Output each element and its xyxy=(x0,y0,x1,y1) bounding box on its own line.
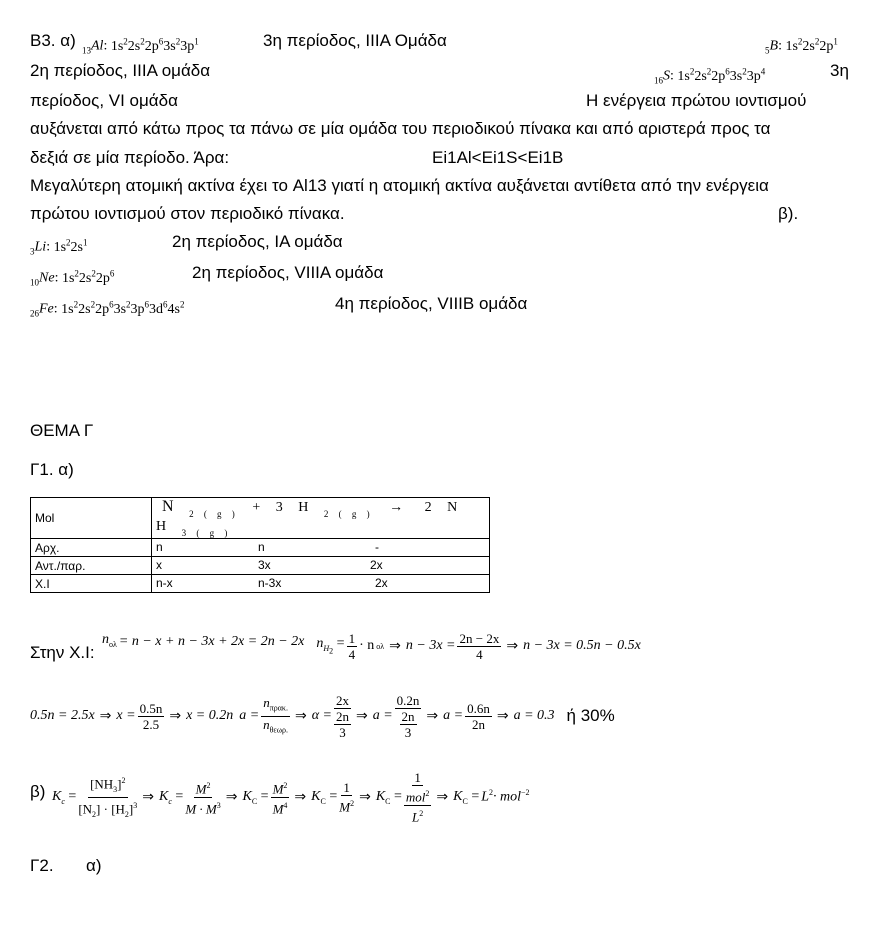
orbital-term: $4s^2$ xyxy=(167,299,185,317)
orbital-term: $1s^2$ xyxy=(785,36,803,54)
g2-label: Γ2. xyxy=(30,856,54,875)
ne-config: $_{10}$Ne: $1s^22s^22p^6$ xyxy=(30,268,115,288)
li-config: $_3$Li: $1s^22s^1$ xyxy=(30,237,88,257)
orbital-term: $2p^6$ xyxy=(95,268,115,286)
s-period-part1: 3η xyxy=(830,61,849,80)
radius-text-2: πρώτου ιοντισμού στον περιοδικό πίνακα. xyxy=(30,204,345,223)
ionization-order: Ei1Al<Ei1S<Ei1B xyxy=(432,148,564,167)
orbital-term: $1s^2$ xyxy=(677,66,695,84)
orbital-term: $2s^1$ xyxy=(70,237,88,255)
orbital-term: $1s^2$ xyxy=(61,299,79,317)
b3-label: Β3. α) xyxy=(30,31,76,50)
ionization-text-1: Η ενέργεια πρώτου ιοντισμού xyxy=(586,91,807,110)
table-row: Αντ./παρ. x 3x 2x xyxy=(31,557,490,575)
orbital-term: $2p^1$ xyxy=(819,36,838,54)
fe-period-group: 4η περίοδος, VIIIB ομάδα xyxy=(335,294,528,313)
table-header-mol: Mol xyxy=(31,498,152,539)
orbital-term: $3d^6$ xyxy=(149,299,168,317)
ionization-text-3: δεξιά σε μία περίοδο. Άρα: xyxy=(30,148,230,167)
al-config: $_{13}$Al: $1s^22s^22p^63s^23p^1$ xyxy=(82,36,199,56)
al-cfg xyxy=(110,36,199,54)
reaction-equation: N $_{2 ( g )}$ + 3 H $_{2 ( g )}$ → 2 N H $_{3 ( g )}$ xyxy=(152,498,490,539)
orbital-term: $3s^2$ xyxy=(113,299,131,317)
orbital-term: $3s^2$ xyxy=(163,36,181,54)
orbital-term: $3p^6$ xyxy=(130,299,150,317)
orbital-term: $2p^6$ xyxy=(711,66,730,84)
orbital-term: $2p^6$ xyxy=(95,299,114,317)
equation-3: $K_c$ = $\frac{[NH_3]^2}{[N_2] \cdot [H_2]^3}$ ⇒ $K_c$ = $\frac{M^2}{M \cdot M^3}$ ⇒ $K_C$ = $\frac{M^2}{M^4}$ ⇒ $K_C$ = $\frac{1}{M^2}$ ⇒ $K_C$ = $\frac{1}{\frac{mol^2}{L^2}}$ ⇒ $K_C$ = $L^2\cdot mol^{-2}$ xyxy=(52,770,530,824)
equation-2: 0.5n = 2.5x ⇒ x = $\frac{0.5n}{2.5}$ ⇒ x = 0.2n a = $\frac{n_{\pi\rho\alpha\kappa.}}{n_{\theta\varepsilon\omega\rho.}}$ ⇒ α = $\frac{2x}{\frac{2n}{3}}$ ⇒ a = $\frac{0.2n}{\frac{2n}{3}}$ ⇒ a = $\frac{0.6n}{2n}$ ⇒ a = 0.3 ή 30% xyxy=(30,692,615,740)
section-title: ΘΕΜΑ Γ xyxy=(30,421,94,440)
s-config: $_{16}$S: $1s^22s^22p^63s^23p^4$ xyxy=(654,66,766,86)
b-period-group: 2η περίοδος, ΙΙΙΑ ομάδα xyxy=(30,61,211,80)
orbital-term: $2s^2$ xyxy=(802,36,820,54)
g1-label: Γ1. α) xyxy=(30,460,74,479)
table-header-row xyxy=(31,498,490,539)
orbital-term: $3s^2$ xyxy=(729,66,747,84)
eq1-lead: Στην Χ.Ι: xyxy=(30,643,95,662)
radius-text-1: Μεγαλύτερη ατομική ακτίνα έχει το Al13 γιατί η ατομική ακτίνα αυξάνεται αντίθετα από την ενέργεια xyxy=(30,176,769,195)
b-config: $_5$B: $1s^22s^22p^1$ xyxy=(765,36,838,56)
orbital-term: $1s^2$ xyxy=(110,36,128,54)
orbital-term: $3p^1$ xyxy=(180,36,199,54)
beta-label: β). xyxy=(778,204,799,223)
orbital-term: $1s^2$ xyxy=(53,237,71,255)
orbital-term: $2s^2$ xyxy=(694,66,712,84)
stoichiometry-table xyxy=(30,497,490,593)
li-period-group: 2η περίοδος, ΙΑ ομάδα xyxy=(172,232,343,251)
table-row: Αρχ. n n - xyxy=(31,539,490,557)
ne-period-group: 2η περίοδος, VIIIA ομάδα xyxy=(192,263,384,282)
orbital-term: $2s^2$ xyxy=(78,268,96,286)
fe-config: $_{26}$Fe: $1s^22s^22p^63s^23p^63d^64s^2$ xyxy=(30,299,185,319)
table-row: X.I n-x n-3x 2x xyxy=(31,575,490,593)
orbital-term: $3p^4$ xyxy=(746,66,766,84)
orbital-term: $1s^2$ xyxy=(61,268,79,286)
ionization-text-2: αυξάνεται από κάτω προς τα πάνω σε μία ομάδα του περιοδικού πίνακα και από αριστερά προς τα xyxy=(30,119,771,138)
s-period-part2: περίοδος, VI ομάδα xyxy=(30,91,178,110)
orbital-term: $2p^6$ xyxy=(144,36,164,54)
equation-1: $n_{o\lambda}$ = n − x + n − 3x + 2x = 2n − 2x $n_{H_2}$ = $\frac{1}{4}$ · n ολ ⇒ n − 3x = $\frac{2n - 2x}{4}$ ⇒ n − 3x = 0.5n − 0.5x xyxy=(102,630,641,662)
orbital-term: $2s^2$ xyxy=(78,299,96,317)
g2-alpha: α) xyxy=(86,856,102,875)
al-period-group: 3η περίοδος, ΙΙΙΑ Ομάδα xyxy=(263,31,447,50)
eq3-lead: β) xyxy=(30,782,46,801)
orbital-term: $2s^2$ xyxy=(127,36,145,54)
